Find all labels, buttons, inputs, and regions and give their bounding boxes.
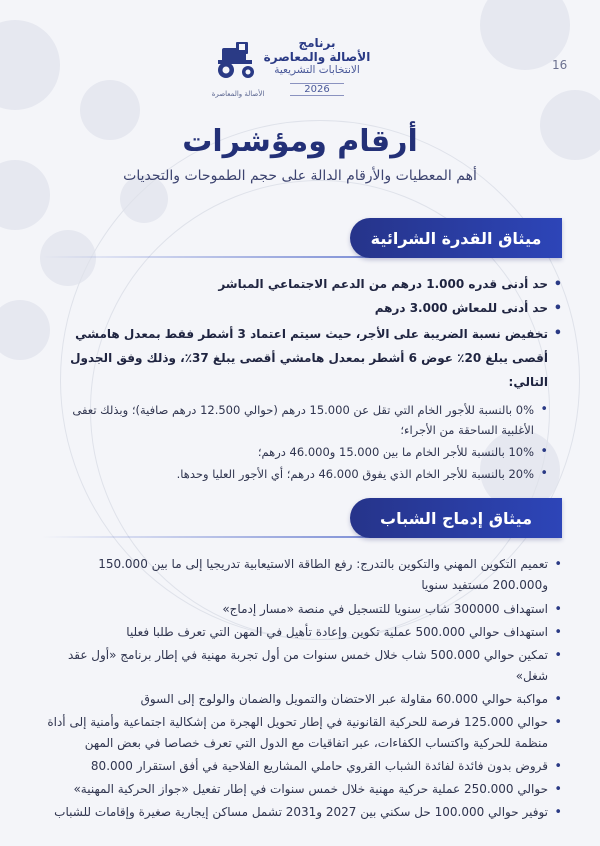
list-subitem: • 20% بالنسبة للأجر الخام الذي يفوق 46.000 درهم؛ أي الأجور العليا وحدها. xyxy=(40,464,548,484)
program-line-1: برنامج xyxy=(298,36,336,50)
list-item: • تعميم التكوين المهني والتكوين بالتدرج: رفع الطاقة الاستيعابية تدريجيا إلى ما بين 150.000 و200.000 مستفيد سنويا xyxy=(40,554,562,596)
program-label xyxy=(262,36,372,96)
youth-integration-list xyxy=(40,554,562,823)
program-year: 2026 xyxy=(290,83,343,96)
list-item: • توفير حوالي 100.000 حل سكني بين 2027 و2031 تشمل مساكن إيجارية صغيرة وإقامات للشباب xyxy=(40,802,562,823)
list-item: • تخفيض نسبة الضريبة على الأجر، حيث سيتم اعتماد 3 أشطر فقط بمعدل هامشي أقصى يبلغ 20٪ عوض 6 أشطر بمعدل هامشي أقصى يبلغ 37٪، وذلك وفق الجدول التالي: xyxy=(40,322,562,394)
list-item: • قروض بدون فائدة لفائدة الشباب القروي حاملي المشاريع الفلاحية في أفق استقرار 80.000 xyxy=(40,756,562,777)
program-line-3: الانتخابات التشريعية xyxy=(274,64,360,76)
list-item: • حوالي 125.000 فرصة للحركية القانونية في إطار تحويل الهجرة من إشكالية اجتماعية وأمنية إلى أداة منظمة للحركية واكتساب الكفاءات، عبر اتفاقيات مع الدول التي تعرف خصاصا في بعض المهن xyxy=(40,712,562,754)
list-item: • حد أدنى للمعاش 3.000 درهم xyxy=(40,298,562,319)
page-subtitle: أهم المعطيات والأرقام الدالة على حجم الطموحات والتحديات xyxy=(123,168,477,184)
page-number: 16 xyxy=(552,58,568,72)
list-item: • حد أدنى قدره 1.000 درهم من الدعم الاجتماعي المباشر xyxy=(40,274,562,295)
list-item: • استهداف حوالي 500.000 عملية تكوين وإعادة تأهيل في المهن التي تعرف طلبا فعليا xyxy=(40,622,562,643)
logo-caption: الأصالة والمعاصرة xyxy=(211,90,265,98)
list-subitem: • 0% بالنسبة للأجور الخام التي تقل عن 15.000 درهم (حوالي 12.500 درهم صافية)؛ وبذلك تعفى الأغلبية الساحقة من الأجراء؛ xyxy=(40,400,548,440)
section-heading-youth-integration: ميثاق إدماج الشباب xyxy=(350,498,562,538)
tractor-logo-icon xyxy=(212,38,262,88)
list-subitem: • 10% بالنسبة للأجر الخام ما بين 15.000 و46.000 درهم؛ xyxy=(40,442,548,462)
list-item: • مواكبة حوالي 60.000 مقاولة عبر الاحتضان والتمويل والضمان والولوج إلى السوق xyxy=(40,689,562,710)
section-heading-purchasing-power: ميثاق القدرة الشرائية xyxy=(350,218,562,258)
purchasing-power-list xyxy=(40,274,562,484)
page-title: أرقام ومؤشرات xyxy=(182,124,418,159)
list-item: • تمكين حوالي 500.000 شاب خلال خمس سنوات من أول تجربة مهنية في إطار برنامج «أول عقد شغل» xyxy=(40,645,562,687)
program-line-2: الأصالة والمعاصرة xyxy=(263,50,371,64)
list-item: • حوالي 250.000 عملية حركية مهنية خلال خمس سنوات في إطار تفعيل «جواز الحركية المهنية» xyxy=(40,779,562,800)
list-item: • استهداف 300000 شاب سنويا للتسجيل في منصة «مسار إدماج» xyxy=(40,599,562,620)
page-header xyxy=(0,30,600,100)
